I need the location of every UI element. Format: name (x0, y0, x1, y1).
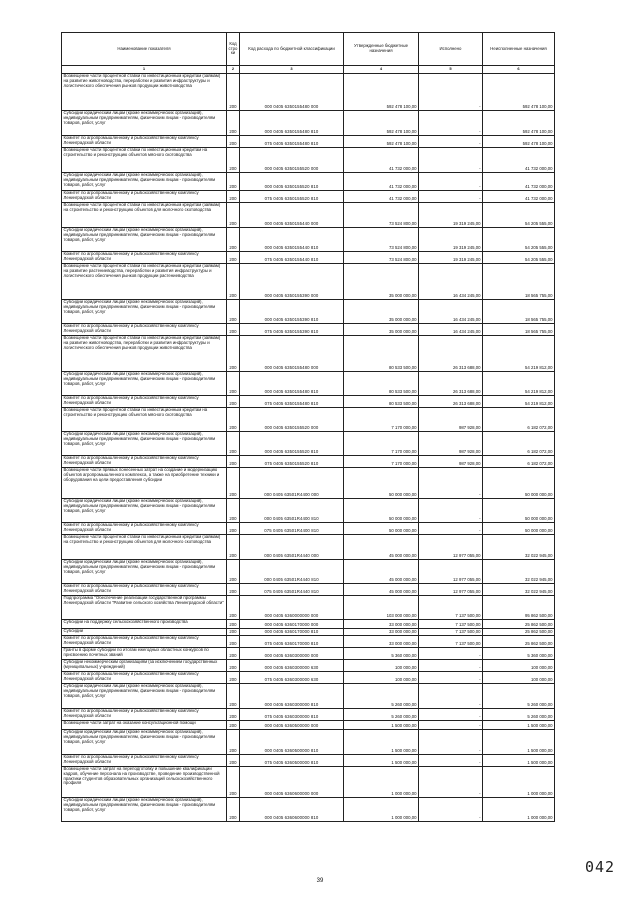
indicator-name-cell: Субсидии юридическим лицам (кроме некоммерческих организаций), индивидуальным предпринимателям, физическим лицам - производителям товаров, работ, услуг (62, 300, 227, 324)
executed-amount-cell: - (419, 191, 483, 203)
approved-amount-cell: 73 524 800,00 (344, 252, 419, 264)
indicator-name-cell: Субсидии некоммерческим организациям (за исключением государственных (муниципальных) учреждений) (62, 660, 227, 672)
unexecuted-amount-cell: 18 565 755,00 (483, 324, 555, 336)
line-code-cell: 200 (227, 456, 240, 468)
approved-amount-cell: 41 732 000,00 (344, 173, 419, 191)
unexecuted-amount-cell: 54 219 812,00 (483, 336, 555, 372)
approved-amount-cell: 7 170 000,00 (344, 408, 419, 432)
approved-amount-cell: 80 533 500,00 (344, 396, 419, 408)
table-row (62, 648, 555, 660)
column-numbers-row (62, 66, 555, 74)
kbk-code-cell: 000 0405 6360000000 000 (240, 596, 344, 620)
approved-amount-cell: 33 000 000,00 (344, 636, 419, 648)
table-row (62, 456, 555, 468)
unexecuted-amount-cell: 1 000 000,00 (483, 798, 555, 822)
indicator-name-cell: Субсидии (62, 629, 227, 636)
executed-amount-cell: 7 137 500,00 (419, 596, 483, 620)
approved-amount-cell: 100 000,00 (344, 672, 419, 684)
executed-amount-cell: - (419, 468, 483, 499)
unexecuted-amount-cell: 41 732 000,00 (483, 148, 555, 173)
executed-amount-cell: - (419, 148, 483, 173)
kbk-code-cell: 075 0405 63501R4440 810 (240, 584, 344, 596)
unexecuted-amount-cell: 592 478 100,00 (483, 111, 555, 136)
table-row (62, 636, 555, 648)
indicator-name-cell: Возмещение части процентной ставки по инвестиционным кредитам на строительство и реконструкцию объектов мясного скотоводства (62, 148, 227, 173)
indicator-name-cell: Возмещение части процентной ставки по инвестиционным кредитам (займам) на развитие животноводства, переработки и развития инфраструктуры и логистического обеспечения рынков продукции животноводства (62, 74, 227, 111)
line-code-cell: 200 (227, 111, 240, 136)
table-row (62, 173, 555, 191)
column-number: 3 (240, 66, 344, 74)
unexecuted-amount-cell: 41 732 000,00 (483, 173, 555, 191)
line-code-cell: 200 (227, 636, 240, 648)
table-row (62, 523, 555, 535)
column-number: 1 (62, 66, 227, 74)
indicator-name-cell: Возмещение части прямых понесенных затрат на создание и модернизацию объектов агропромышленного комплекса, а также на приобретение техники и оборудования на цели предоставления субсидии (62, 468, 227, 499)
kbk-code-cell: 000 0405 6360300000 630 (240, 660, 344, 672)
kbk-code-cell: 000 0405 6350155520 810 (240, 173, 344, 191)
table-row (62, 560, 555, 584)
executed-amount-cell: 12 977 055,00 (419, 535, 483, 560)
column-number: 4 (344, 66, 419, 74)
kbk-code-cell: 075 0405 6350155480 810 (240, 136, 344, 148)
line-code-cell: 200 (227, 173, 240, 191)
kbk-code-cell: 075 0405 6360170000 810 (240, 636, 344, 648)
approved-amount-cell: 33 000 000,00 (344, 620, 419, 629)
line-code-cell: 200 (227, 660, 240, 672)
unexecuted-amount-cell: 54 205 555,00 (483, 203, 555, 228)
line-code-cell: 200 (227, 300, 240, 324)
table-row (62, 468, 555, 499)
executed-amount-cell: 26 313 688,00 (419, 336, 483, 372)
line-code-cell: 200 (227, 408, 240, 432)
unexecuted-amount-cell: 25 862 500,00 (483, 620, 555, 629)
approved-amount-cell: 100 000,00 (344, 660, 419, 672)
executed-amount-cell: - (419, 74, 483, 111)
kbk-code-cell: 000 0405 6350155520 000 (240, 148, 344, 173)
line-code-cell: 200 (227, 203, 240, 228)
executed-amount-cell: - (419, 136, 483, 148)
table-row (62, 203, 555, 228)
approved-amount-cell: 73 524 800,00 (344, 228, 419, 252)
unexecuted-amount-cell: 1 000 000,00 (483, 767, 555, 798)
column-header-unexecuted: Неисполненные назначения (483, 33, 555, 66)
unexecuted-amount-cell: 95 862 500,00 (483, 596, 555, 620)
line-code-cell: 200 (227, 264, 240, 300)
kbk-code-cell: 000 0405 6350155390 810 (240, 300, 344, 324)
unexecuted-amount-cell: 1 500 000,00 (483, 721, 555, 730)
executed-amount-cell: - (419, 684, 483, 709)
line-code-cell: 200 (227, 721, 240, 730)
unexecuted-amount-cell: 41 732 000,00 (483, 191, 555, 203)
indicator-name-cell: Комитет по агропромышленному и рыбохозяйственному комплексу Ленинградской области (62, 636, 227, 648)
executed-amount-cell: 7 137 500,00 (419, 629, 483, 636)
unexecuted-amount-cell: 6 182 072,00 (483, 408, 555, 432)
table-row (62, 620, 555, 629)
line-code-cell: 200 (227, 252, 240, 264)
indicator-name-cell: Комитет по агропромышленному и рыбохозяйственному комплексу Ленинградской области (62, 252, 227, 264)
line-code-cell: 200 (227, 584, 240, 596)
executed-amount-cell: - (419, 672, 483, 684)
kbk-code-cell: 000 0405 6360170000 810 (240, 629, 344, 636)
table-row (62, 660, 555, 672)
table-row (62, 684, 555, 709)
unexecuted-amount-cell: 592 478 100,00 (483, 136, 555, 148)
table-row (62, 672, 555, 684)
line-code-cell: 200 (227, 684, 240, 709)
kbk-code-cell: 075 0405 6360300000 810 (240, 709, 344, 721)
line-code-cell: 200 (227, 74, 240, 111)
approved-amount-cell: 1 000 000,00 (344, 798, 419, 822)
table-header (62, 33, 555, 74)
table-row (62, 372, 555, 396)
executed-amount-cell: 7 137 500,00 (419, 620, 483, 629)
unexecuted-amount-cell: 592 478 100,00 (483, 74, 555, 111)
unexecuted-amount-cell: 5 360 000,00 (483, 648, 555, 660)
table-row (62, 264, 555, 300)
kbk-code-cell: 075 0405 6350155440 810 (240, 252, 344, 264)
approved-amount-cell: 7 170 000,00 (344, 456, 419, 468)
kbk-code-cell: 000 0405 63501R4400 000 (240, 468, 344, 499)
unexecuted-amount-cell: 18 565 755,00 (483, 264, 555, 300)
executed-amount-cell: - (419, 111, 483, 136)
page-number: 39 (316, 878, 324, 884)
executed-amount-cell: - (419, 709, 483, 721)
kbk-code-cell: 000 0405 6360170000 000 (240, 620, 344, 629)
line-code-cell: 200 (227, 432, 240, 456)
approved-amount-cell: 45 000 000,00 (344, 584, 419, 596)
indicator-name-cell: Возмещение части процентной ставки по инвестиционным кредитам на строительство и реконструкцию объектов мясного скотоводства (62, 408, 227, 432)
archive-stamp-number: 042 (585, 858, 616, 876)
indicator-name-cell: Комитет по агропромышленному и рыбохозяйственному комплексу Ленинградской области (62, 709, 227, 721)
line-code-cell: 200 (227, 336, 240, 372)
budget-report-sheet (61, 32, 554, 822)
column-header-indicator-name: Наименование показателя (62, 33, 227, 66)
kbk-code-cell: 000 0405 63501R4440 000 (240, 535, 344, 560)
column-header-executed: Исполнено (419, 33, 483, 66)
kbk-code-cell: 075 0405 6350155520 810 (240, 191, 344, 203)
line-code-cell: 200 (227, 730, 240, 755)
kbk-code-cell: 000 0405 6350155480 810 (240, 372, 344, 396)
unexecuted-amount-cell: 100 000,00 (483, 672, 555, 684)
approved-amount-cell: 103 000 000,00 (344, 596, 419, 620)
line-code-cell: 200 (227, 228, 240, 252)
approved-amount-cell: 1 500 000,00 (344, 755, 419, 767)
approved-amount-cell: 5 260 000,00 (344, 684, 419, 709)
column-number: 6 (483, 66, 555, 74)
line-code-cell: 200 (227, 136, 240, 148)
table-row (62, 432, 555, 456)
indicator-name-cell: Комитет по агропромышленному и рыбохозяйственному комплексу Ленинградской области (62, 523, 227, 535)
executed-amount-cell: 16 434 245,00 (419, 264, 483, 300)
line-code-cell: 200 (227, 324, 240, 336)
unexecuted-amount-cell: 100 000,00 (483, 660, 555, 672)
executed-amount-cell: - (419, 499, 483, 523)
indicator-name-cell: Возмещение части затрат на переподготовку и повышение квалификации кадров, обучение персонала на производстве, проведение производственной практики студентов образовательных организаций сельскохозяйственного профиля (62, 767, 227, 798)
line-code-cell: 200 (227, 191, 240, 203)
line-code-cell: 200 (227, 372, 240, 396)
unexecuted-amount-cell: 54 205 555,00 (483, 252, 555, 264)
column-titles-row (62, 33, 555, 66)
budget-execution-table (61, 32, 555, 822)
executed-amount-cell: 19 319 245,00 (419, 252, 483, 264)
approved-amount-cell: 73 524 800,00 (344, 203, 419, 228)
kbk-code-cell: 075 0405 6360500000 810 (240, 755, 344, 767)
kbk-code-cell: 000 0405 6350155390 000 (240, 264, 344, 300)
indicator-name-cell: Субсидии юридическим лицам (кроме некоммерческих организаций), индивидуальным предпринимателям, физическим лицам - производителям товаров, работ, услуг (62, 228, 227, 252)
indicator-name-cell: Субсидии юридическим лицам (кроме некоммерческих организаций), индивидуальным предпринимателям, физическим лицам - производителям товаров, работ, услуг (62, 372, 227, 396)
executed-amount-cell: - (419, 721, 483, 730)
column-header-line-code: Код стро ки (227, 33, 240, 66)
executed-amount-cell: - (419, 755, 483, 767)
unexecuted-amount-cell: 32 022 945,00 (483, 560, 555, 584)
approved-amount-cell: 35 000 000,00 (344, 300, 419, 324)
unexecuted-amount-cell: 18 565 755,00 (483, 300, 555, 324)
line-code-cell: 200 (227, 767, 240, 798)
kbk-code-cell: 075 0405 6350155520 810 (240, 456, 344, 468)
indicator-name-cell: Субсидии юридическим лицам (кроме некоммерческих организаций), индивидуальным предпринимателям, физическим лицам - производителям товаров, работ, услуг (62, 730, 227, 755)
unexecuted-amount-cell: 54 219 812,00 (483, 396, 555, 408)
indicator-name-cell: Возмещение части процентной ставки по инвестиционным кредитам (займам) на строительство и реконструкцию объектов для молочного скотоводства (62, 203, 227, 228)
indicator-name-cell: Субсидии на поддержку сельскохозяйственного производства (62, 620, 227, 629)
column-number: 2 (227, 66, 240, 74)
approved-amount-cell: 33 000 000,00 (344, 629, 419, 636)
table-row (62, 148, 555, 173)
executed-amount-cell: - (419, 798, 483, 822)
approved-amount-cell: 80 533 500,00 (344, 372, 419, 396)
indicator-name-cell: Возмещение части процентной ставки по инвестиционным кредитам (займам) на строительство и реконструкцию объектов для молочного скотоводства (62, 535, 227, 560)
indicator-name-cell: Комитет по агропромышленному и рыбохозяйственному комплексу Ленинградской области (62, 456, 227, 468)
kbk-code-cell: 000 0405 6350155440 000 (240, 203, 344, 228)
executed-amount-cell: 7 137 500,00 (419, 636, 483, 648)
table-row (62, 252, 555, 264)
kbk-code-cell: 075 0405 6350155480 810 (240, 396, 344, 408)
indicator-name-cell: Субсидии юридическим лицам (кроме некоммерческих организаций), индивидуальным предпринимателям, физическим лицам - производителям товаров, работ, услуг (62, 798, 227, 822)
line-code-cell: 200 (227, 672, 240, 684)
approved-amount-cell: 1 500 000,00 (344, 721, 419, 730)
approved-amount-cell: 592 478 100,00 (344, 136, 419, 148)
approved-amount-cell: 592 478 100,00 (344, 111, 419, 136)
approved-amount-cell: 592 478 100,00 (344, 74, 419, 111)
approved-amount-cell: 5 360 000,00 (344, 648, 419, 660)
table-row (62, 408, 555, 432)
line-code-cell: 200 (227, 629, 240, 636)
approved-amount-cell: 45 000 000,00 (344, 535, 419, 560)
approved-amount-cell: 41 732 000,00 (344, 148, 419, 173)
line-code-cell: 200 (227, 499, 240, 523)
kbk-code-cell: 000 0405 6360300000 000 (240, 648, 344, 660)
approved-amount-cell: 80 533 500,00 (344, 336, 419, 372)
line-code-cell: 200 (227, 648, 240, 660)
table-row (62, 300, 555, 324)
indicator-name-cell: Субсидии юридическим лицам (кроме некоммерческих организаций), индивидуальным предпринимателям, физическим лицам - производителям товаров, работ, услуг (62, 432, 227, 456)
kbk-code-cell: 000 0405 6350155520 810 (240, 432, 344, 456)
line-code-cell: 200 (227, 798, 240, 822)
executed-amount-cell: 19 319 245,00 (419, 228, 483, 252)
approved-amount-cell: 7 170 000,00 (344, 432, 419, 456)
kbk-code-cell: 000 0405 6350155440 810 (240, 228, 344, 252)
approved-amount-cell: 35 000 000,00 (344, 324, 419, 336)
unexecuted-amount-cell: 6 182 072,00 (483, 432, 555, 456)
table-row (62, 755, 555, 767)
approved-amount-cell: 50 000 000,00 (344, 523, 419, 535)
kbk-code-cell: 075 0405 63501R4400 810 (240, 523, 344, 535)
executed-amount-cell: - (419, 173, 483, 191)
table-row (62, 709, 555, 721)
table-row (62, 730, 555, 755)
line-code-cell: 200 (227, 620, 240, 629)
table-row (62, 584, 555, 596)
table-row (62, 767, 555, 798)
table-body (62, 74, 555, 822)
unexecuted-amount-cell: 54 205 555,00 (483, 228, 555, 252)
executed-amount-cell: 987 928,00 (419, 432, 483, 456)
kbk-code-cell: 000 0405 6350155480 000 (240, 74, 344, 111)
unexecuted-amount-cell: 50 000 000,00 (483, 468, 555, 499)
executed-amount-cell: - (419, 660, 483, 672)
indicator-name-cell: Гранты в форме субсидии по итогам ежегодных областных конкурсов по присвоению почетных званий (62, 648, 227, 660)
kbk-code-cell: 000 0405 6360500000 000 (240, 721, 344, 730)
indicator-name-cell: Комитет по агропромышленному и рыбохозяйственному комплексу Ленинградской области (62, 584, 227, 596)
approved-amount-cell: 35 000 000,00 (344, 264, 419, 300)
indicator-name-cell: Возмещение части процентной ставки по инвестиционным кредитам (займам) на развитие животноводства, переработки и развития инфраструктуры и логистического обеспечения рынков продукции животноводства (62, 336, 227, 372)
kbk-code-cell: 000 0405 6360500000 810 (240, 730, 344, 755)
line-code-cell: 200 (227, 396, 240, 408)
unexecuted-amount-cell: 1 500 000,00 (483, 730, 555, 755)
table-row (62, 191, 555, 203)
executed-amount-cell: 12 977 055,00 (419, 584, 483, 596)
unexecuted-amount-cell: 5 260 000,00 (483, 709, 555, 721)
indicator-name-cell: Комитет по агропромышленному и рыбохозяйственному комплексу Ленинградской области (62, 136, 227, 148)
unexecuted-amount-cell: 6 182 072,00 (483, 456, 555, 468)
unexecuted-amount-cell: 50 000 000,00 (483, 523, 555, 535)
line-code-cell: 200 (227, 148, 240, 173)
indicator-name-cell: Возмещение части затрат на оказание консультационной помощи (62, 721, 227, 730)
executed-amount-cell: 16 434 245,00 (419, 324, 483, 336)
unexecuted-amount-cell: 32 022 945,00 (483, 535, 555, 560)
unexecuted-amount-cell: 54 219 812,00 (483, 372, 555, 396)
unexecuted-amount-cell: 5 260 000,00 (483, 684, 555, 709)
kbk-code-cell: 000 0405 63501R4440 810 (240, 560, 344, 584)
indicator-name-cell: Комитет по агропромышленному и рыбохозяйственному комплексу Ленинградской области (62, 672, 227, 684)
column-number: 5 (419, 66, 483, 74)
approved-amount-cell: 45 000 000,00 (344, 560, 419, 584)
line-code-cell: 200 (227, 755, 240, 767)
table-row (62, 396, 555, 408)
kbk-code-cell: 000 0405 6350155520 000 (240, 408, 344, 432)
indicator-name-cell: Комитет по агропромышленному и рыбохозяйственному комплексу Ленинградской области (62, 396, 227, 408)
executed-amount-cell: 987 928,00 (419, 408, 483, 432)
line-code-cell: 200 (227, 468, 240, 499)
kbk-code-cell: 000 0405 6350155480 000 (240, 336, 344, 372)
unexecuted-amount-cell: 50 000 000,00 (483, 499, 555, 523)
indicator-name-cell: Субсидии юридическим лицам (кроме некоммерческих организаций), индивидуальным предпринимателям, физическим лицам - производителям товаров, работ, услуг (62, 560, 227, 584)
approved-amount-cell: 50 000 000,00 (344, 499, 419, 523)
executed-amount-cell: 16 434 245,00 (419, 300, 483, 324)
approved-amount-cell: 50 000 000,00 (344, 468, 419, 499)
executed-amount-cell: - (419, 523, 483, 535)
approved-amount-cell: 1 500 000,00 (344, 730, 419, 755)
kbk-code-cell: 075 0405 6350155390 810 (240, 324, 344, 336)
indicator-name-cell: Комитет по агропромышленному и рыбохозяйственному комплексу Ленинградской области (62, 755, 227, 767)
table-row (62, 74, 555, 111)
approved-amount-cell: 1 000 000,00 (344, 767, 419, 798)
table-row (62, 324, 555, 336)
indicator-name-cell: Субсидии юридическим лицам (кроме некоммерческих организаций), индивидуальным предпринимателям, физическим лицам - производителям товаров, работ, услуг (62, 173, 227, 191)
unexecuted-amount-cell: 25 862 500,00 (483, 629, 555, 636)
kbk-code-cell: 000 0405 6360600000 810 (240, 798, 344, 822)
executed-amount-cell: - (419, 730, 483, 755)
kbk-code-cell: 000 0405 6360300000 810 (240, 684, 344, 709)
table-row (62, 596, 555, 620)
kbk-code-cell: 075 0405 6360300000 630 (240, 672, 344, 684)
indicator-name-cell: Субсидии юридическим лицам (кроме некоммерческих организаций), индивидуальным предпринимателям, физическим лицам - производителям товаров, работ, услуг (62, 499, 227, 523)
unexecuted-amount-cell: 1 500 000,00 (483, 755, 555, 767)
approved-amount-cell: 41 732 000,00 (344, 191, 419, 203)
line-code-cell: 200 (227, 596, 240, 620)
table-row (62, 629, 555, 636)
column-header-approved: Утвержденные бюджетные назначения (344, 33, 419, 66)
indicator-name-cell: Комитет по агропромышленному и рыбохозяйственному комплексу Ленинградской области (62, 191, 227, 203)
kbk-code-cell: 000 0405 6360600000 000 (240, 767, 344, 798)
table-row (62, 499, 555, 523)
unexecuted-amount-cell: 25 862 500,00 (483, 636, 555, 648)
executed-amount-cell: 26 313 688,00 (419, 372, 483, 396)
line-code-cell: 200 (227, 709, 240, 721)
column-header-kbk: Код расхода по бюджетной классификации (240, 33, 344, 66)
executed-amount-cell: 12 977 055,00 (419, 560, 483, 584)
table-row (62, 798, 555, 822)
line-code-cell: 200 (227, 560, 240, 584)
indicator-name-cell: Возмещение части процентной ставки по инвестиционным кредитам (займам) на развитие растениеводства, переработки и развития инфраструктуры и логистического обеспечения рынков продукции растениеводства (62, 264, 227, 300)
table-row (62, 336, 555, 372)
table-row (62, 721, 555, 730)
unexecuted-amount-cell: 32 022 945,00 (483, 584, 555, 596)
executed-amount-cell: - (419, 767, 483, 798)
line-code-cell: 200 (227, 535, 240, 560)
executed-amount-cell: - (419, 648, 483, 660)
kbk-code-cell: 000 0405 63501R4400 810 (240, 499, 344, 523)
indicator-name-cell: Субсидии юридическим лицам (кроме некоммерческих организаций), индивидуальным предпринимателям, физическим лицам - производителям товаров, работ, услуг (62, 111, 227, 136)
table-row (62, 136, 555, 148)
executed-amount-cell: 26 313 688,00 (419, 396, 483, 408)
line-code-cell: 200 (227, 523, 240, 535)
executed-amount-cell: 987 928,00 (419, 456, 483, 468)
table-row (62, 111, 555, 136)
indicator-name-cell: Субсидии юридическим лицам (кроме некоммерческих организаций), индивидуальным предпринимателям, физическим лицам - производителям товаров, работ, услуг (62, 684, 227, 709)
table-row (62, 228, 555, 252)
table-row (62, 535, 555, 560)
indicator-name-cell: Комитет по агропромышленному и рыбохозяйственному комплексу Ленинградской области (62, 324, 227, 336)
kbk-code-cell: 000 0405 6350155480 810 (240, 111, 344, 136)
approved-amount-cell: 5 260 000,00 (344, 709, 419, 721)
executed-amount-cell: 19 319 245,00 (419, 203, 483, 228)
indicator-name-cell: Подпрограмма "Обеспечение реализации государственной программы Ленинградской области "Развитие сельского хозяйства Ленинградской области" (62, 596, 227, 620)
